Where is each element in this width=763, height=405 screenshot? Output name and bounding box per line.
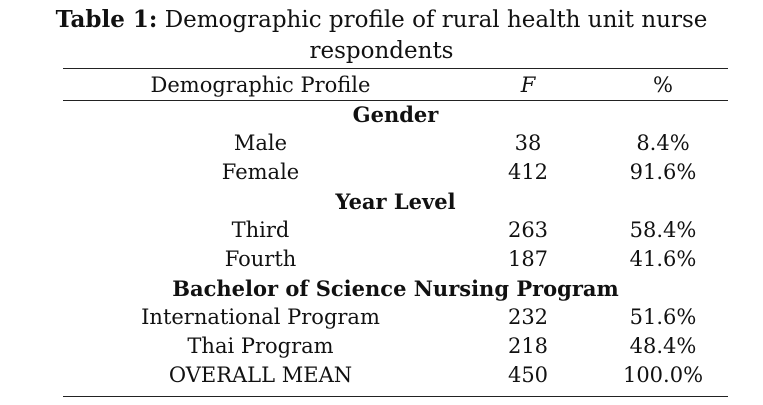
row-label: International Program [141,305,380,329]
row-percent: 51.6% [629,305,697,329]
caption-label: Table 1: [55,6,158,33]
header-frequency: F [520,73,536,97]
caption-text: Demographic profile of rural health unit nurse respondents [164,7,708,64]
row-frequency: 38 [514,131,542,155]
header-profile: Demographic Profile [150,73,371,97]
table-row [63,303,728,332]
row-label: Third [231,218,290,242]
header-percent: % [653,73,673,97]
row-frequency: 218 [507,334,549,358]
row-frequency: 187 [507,247,549,271]
row-percent: 41.6% [629,247,697,271]
demographic-table [63,70,728,390]
section-row-program [63,274,728,303]
row-frequency: 232 [507,305,549,329]
section-row-year-level [63,187,728,216]
table-row [63,158,728,187]
row-label: Male [233,131,288,155]
overall-frequency: 450 [507,363,549,387]
row-frequency: 412 [507,160,549,184]
row-percent: 8.4% [636,131,690,155]
row-label: Thai Program [187,334,334,358]
header-row [63,70,728,100]
section-title: Year Level [335,189,456,214]
table-caption [0,4,763,67]
row-percent: 58.4% [629,218,697,242]
table-row [63,332,728,361]
row-label: Fourth [224,247,297,271]
top-rule [63,68,728,69]
row-percent: 48.4% [629,334,697,358]
row-percent: 91.6% [629,160,697,184]
table-row [63,129,728,158]
section-row-gender [63,100,728,129]
table-row [63,216,728,245]
overall-label: OVERALL MEAN [168,363,353,387]
section-title: Bachelor of Science Nursing Program [172,276,619,301]
table-row [63,245,728,274]
bottom-rule [63,396,728,397]
section-title: Gender [352,102,439,127]
row-label: Female [221,160,300,184]
overall-percent: 100.0% [622,363,704,387]
row-frequency: 263 [507,218,549,242]
overall-row [63,361,728,390]
